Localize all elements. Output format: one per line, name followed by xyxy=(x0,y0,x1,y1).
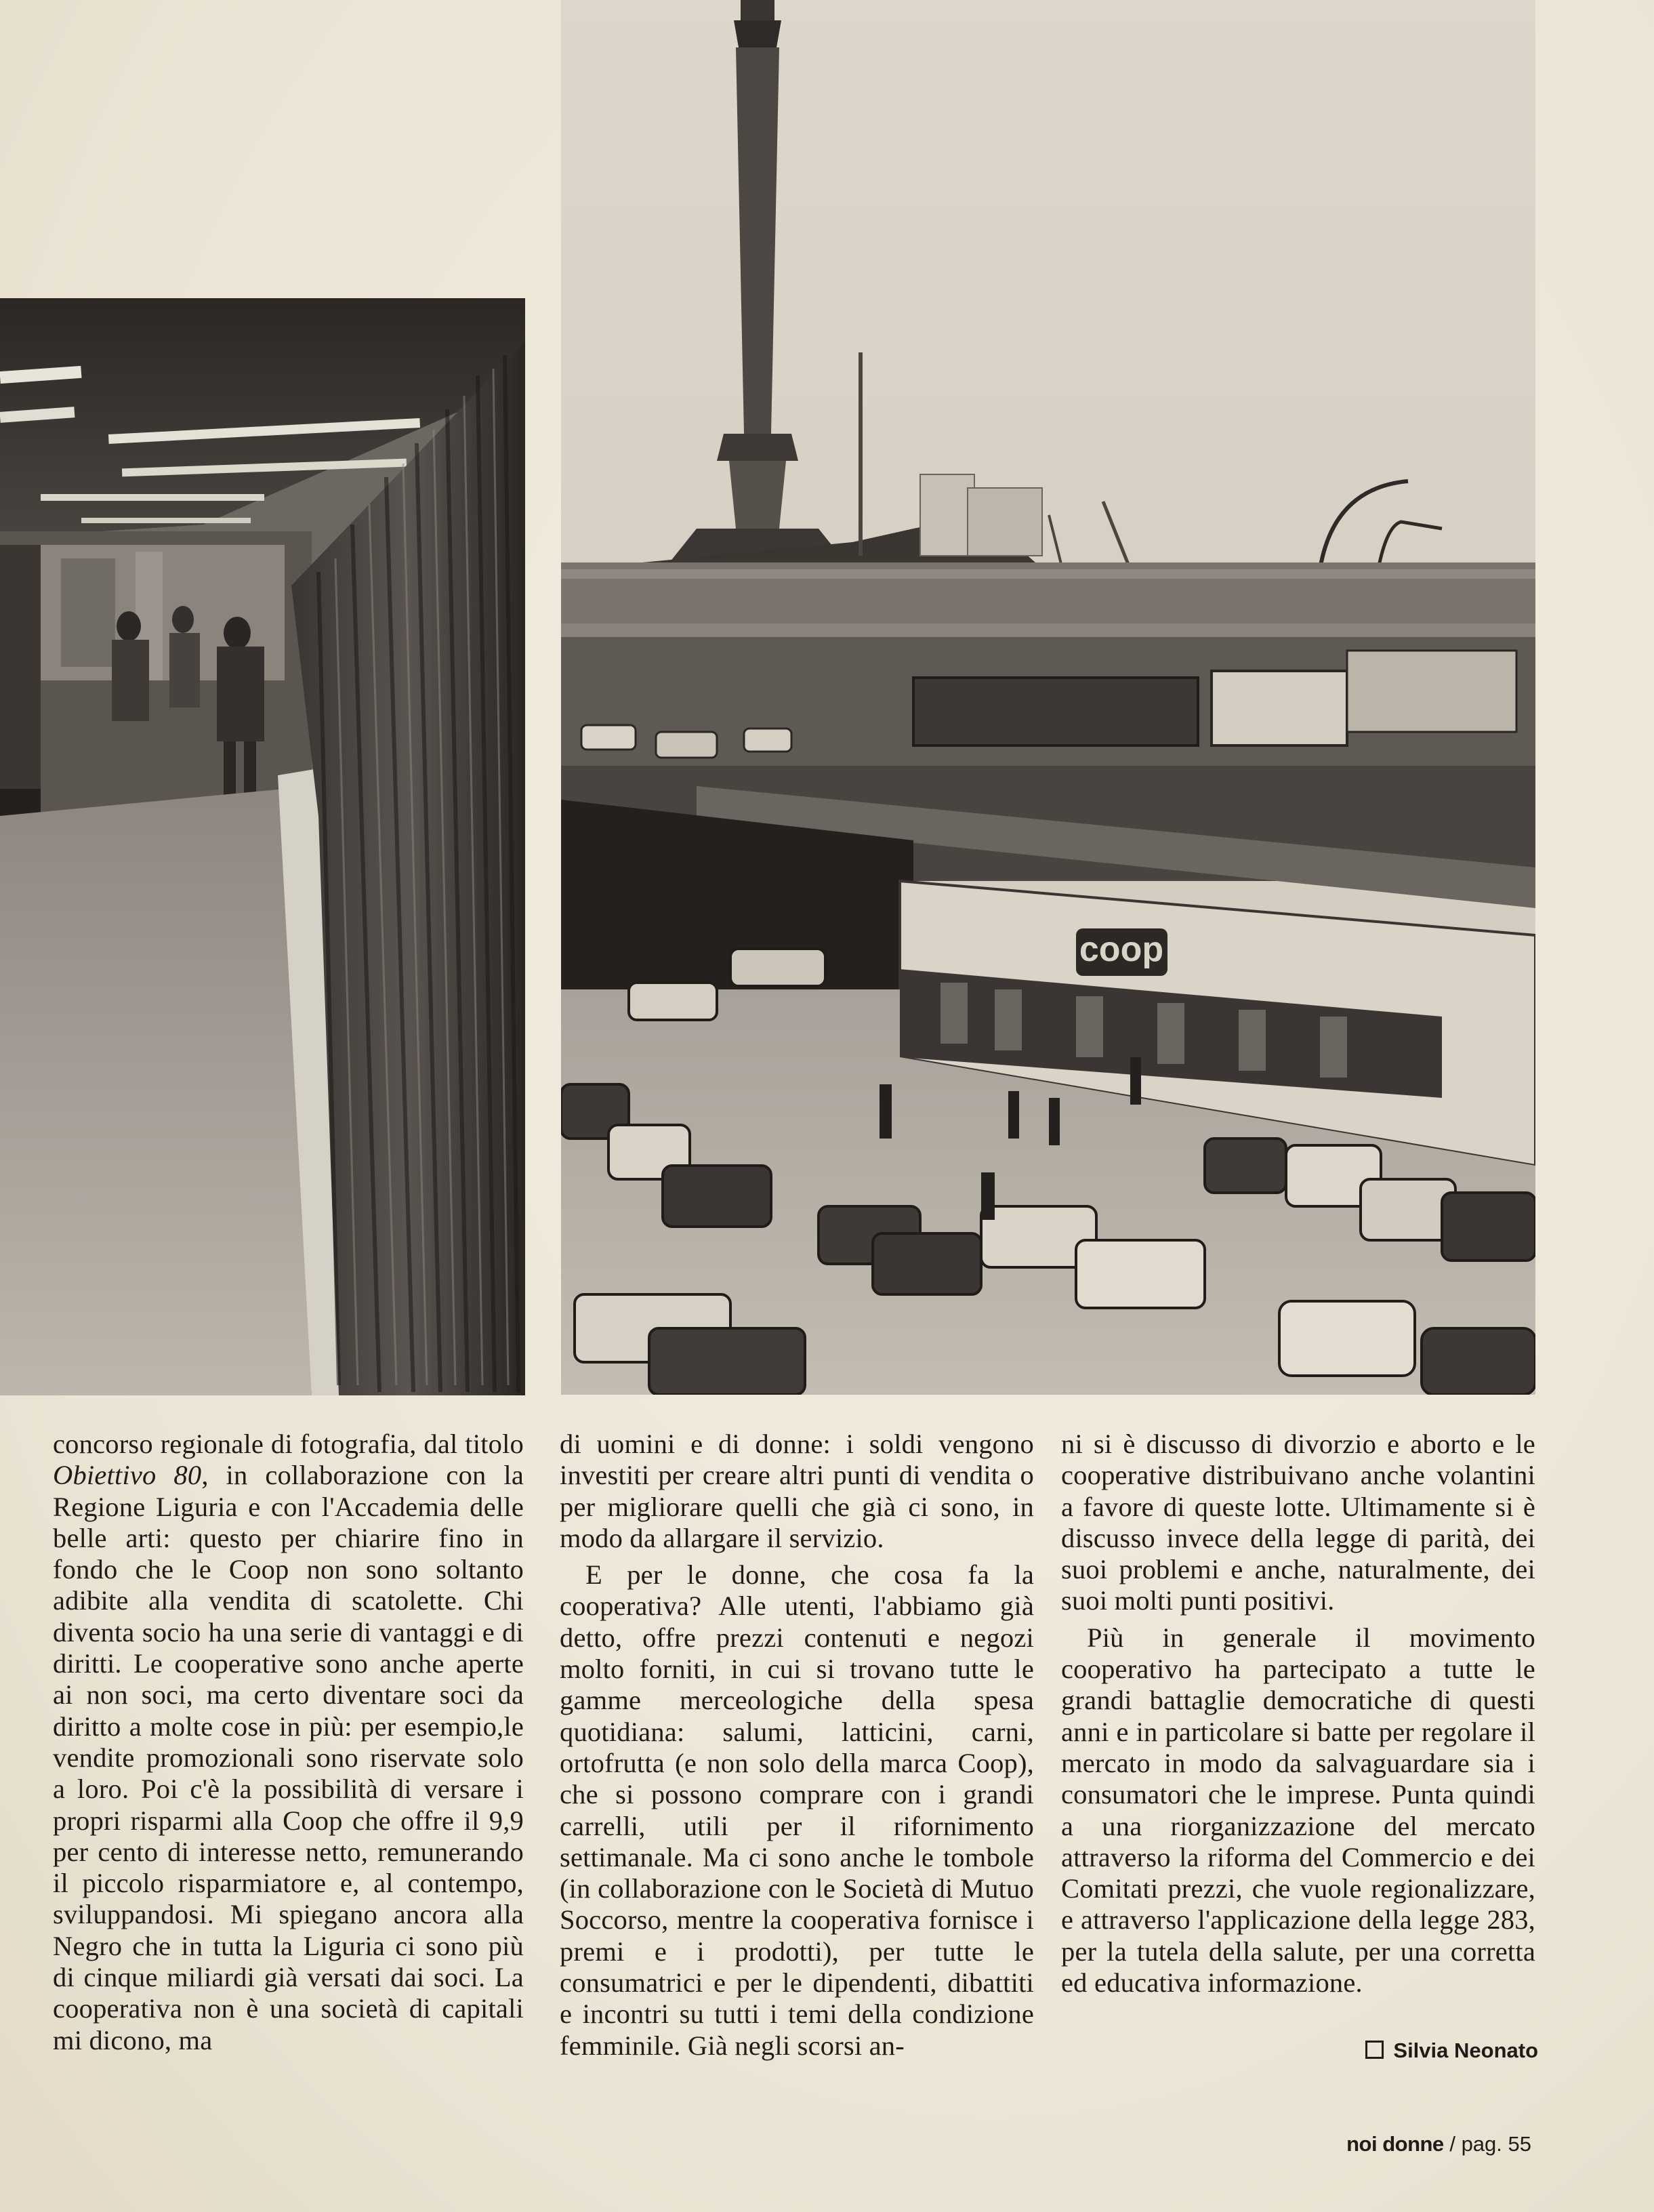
store-interior-illustration xyxy=(0,301,525,1395)
footer-separator: / xyxy=(1449,2132,1455,2156)
column-1-italic-title: Obiettivo 80 xyxy=(53,1460,202,1491)
column-3-paragraph-1: ni si è discusso di divorzio e aborto e le cooperative distribuivano anche volantini a favore di queste lotte. Ultimamente si è discusso invece della legge di parità, dei suoi problemi e anche, naturalmente, dei suoi molti punti positivi. xyxy=(1061,1429,1535,1616)
author-name: Silvia Neonato xyxy=(1393,2039,1538,2062)
coop-sign: coop xyxy=(1079,930,1164,969)
column-3-paragraph-2: Più in generale il movimento cooperativo ha partecipato a tutte le grandi battaglie democratiche di questi anni e in particolare si batte per regolare il mercato in modo da salvaguardare sia i consumatori che le imprese. Punta quindi a una riorganizzazione del mercato attraverso la riforma del Commercio e dei Comitati prezzi, che vuole regionalizzare, e attraverso l'applicazione della legge 283, per la tutela della salute, per una corretta ed educativa informazione. xyxy=(1061,1622,1535,1999)
column-2-paragraph-2: E per le donne, che cosa fa la cooperativa? Alle utenti, l'abbiamo già detto, offre prezzi contenuti e negozi molto forniti, in cui si trovano tutte le gamme merceologiche della spesa quotidiana: salumi, latticini, carni, ortofrutta (e non solo della marca Coop), che si possono comprare con i grandi carrelli, utili per il rifornimento settimanale. Ma ci sono anche le tombole (in collaborazione con le Società di Mutuo Soccorso, mentre la cooperativa fornisce i premi e i prodotti), per tutte le consumatrici e per le dipendenti, dibattiti e incontri su tutti i temi della condizione femminile. Già negli scorsi an- xyxy=(560,1559,1034,2061)
column-1-text-start: concorso regionale di fotografia, dal titolo xyxy=(53,1429,524,1459)
article-column-3 xyxy=(1061,1429,1535,1999)
byline xyxy=(1328,2039,1538,2063)
column-1-text-rest: , in collaborazione con la Regione Liguria e con l'Accademia delle belle arti: questo per chiarire fino in fondo che le Coop non sono soltanto adibite alla vendita di scatolette. Chi diventa socio ha una serie di vantaggi e di diritti. Le cooperative sono anche aperte ai non soci, ma certo diventare soci da diritto a molte cose in più: per esempio,le vendite promozionali sono riservate solo a loro. Poi c'è la possibilità di versare i propri risparmi alla Coop che offre il 9,9 per cento di interesse netto, remunerando il piccolo risparmiatore e, al contempo, sviluppandosi. Mi spiegano ancora alla Negro che in tutta la Liguria ci sono più di cinque miliardi già versati dai soci. La cooperativa non è una società di capitali mi dicono, ma xyxy=(53,1460,524,2055)
end-mark-box-icon xyxy=(1365,2041,1384,2059)
store-interior-photo xyxy=(0,298,525,1395)
column-1-paragraph-1 xyxy=(53,1429,524,2056)
article-column-2 xyxy=(560,1429,1034,2062)
port-scene-illustration xyxy=(561,0,1535,1395)
column-2-paragraph-1: di uomini e di donne: i soldi vengono investiti per creare altri punti di vendita o per migliorare quelli che già ci sono, in modo da allargare il servizio. xyxy=(560,1429,1034,1553)
lighthouse-coop-photo xyxy=(561,0,1535,1395)
page-footer xyxy=(1287,2132,1531,2156)
magazine-name: noi donne xyxy=(1346,2132,1444,2156)
article-column-1 xyxy=(53,1429,524,2056)
page-number: pag. 55 xyxy=(1461,2132,1531,2156)
